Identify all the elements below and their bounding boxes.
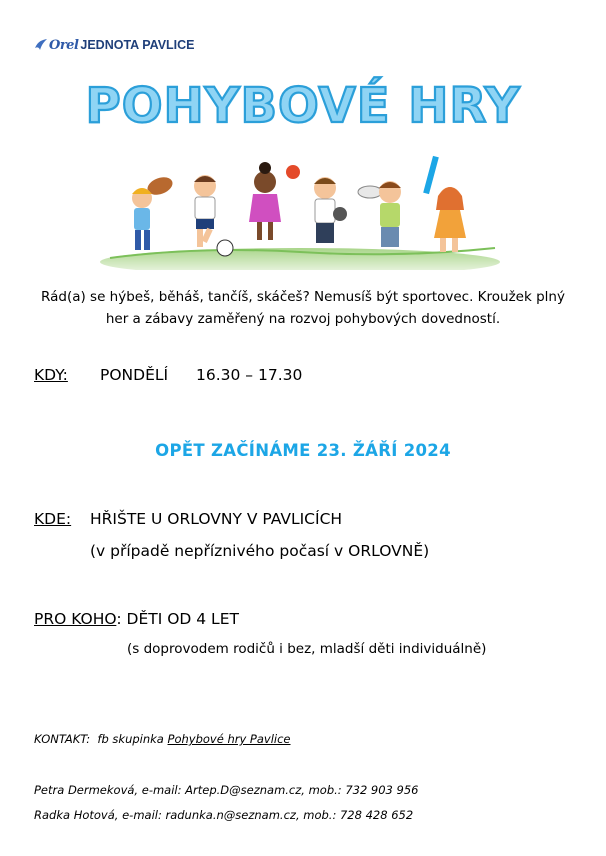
- kde-note: (v případě nepříznivého počasí v ORLOVNĚ): [90, 542, 430, 560]
- contact-person-1: Petra Dermeková, e-mail: Artep.D@seznam.cz, mob.: 732 903 956: [34, 783, 419, 797]
- start-date-heading: OPĚT ZAČÍNÁME 23. ŽÁŘÍ 2024: [155, 441, 451, 460]
- kde-place: HŘIŠTE U ORLOVNY V PAVLICÍCH: [90, 510, 343, 528]
- pro-koho-colon: :: [116, 610, 122, 628]
- orel-logo: [34, 34, 195, 56]
- children-playing-illustration: [100, 148, 500, 270]
- logo-text: JEDNOTA PAVLICE: [80, 38, 195, 52]
- kdy-day: PONDĚLÍ: [100, 366, 169, 384]
- kontakt-prefix: fb skupinka: [97, 732, 164, 746]
- pro-koho-note: (s doprovodem rodičů i bez, mladší děti individuálně): [127, 641, 487, 657]
- kontakt-label: KONTAKT:: [34, 732, 91, 746]
- pro-koho-line: [34, 610, 239, 628]
- intro-line-1: Rád(a) se hýbeš, běháš, tančíš, skáčeš? Nemusíš být sportovec. Kroužek plný: [41, 289, 565, 305]
- intro-text: [30, 286, 576, 330]
- contact-person-2: Radka Hotová, e-mail: radunka.n@seznam.cz, mob.: 728 428 652: [34, 808, 414, 822]
- kdy-label: KDY:: [34, 366, 68, 384]
- intro-line-2: her a zábavy zaměřený na rozvoj pohybových dovedností.: [105, 311, 501, 327]
- page-title: POHYBOVÉ HRY: [85, 78, 521, 134]
- kde-label: KDE:: [34, 510, 72, 528]
- kontakt-line: [34, 732, 291, 746]
- kdy-time: 16.30 – 17.30: [196, 366, 303, 384]
- orel-bird-icon: [34, 38, 48, 52]
- logo-script: Orel: [49, 37, 79, 53]
- pro-koho-label: PRO KOHO: [34, 610, 117, 628]
- fb-group-link[interactable]: Pohybové hry Pavlice: [167, 732, 291, 746]
- pro-koho-value: DĚTI OD 4 LET: [126, 610, 239, 628]
